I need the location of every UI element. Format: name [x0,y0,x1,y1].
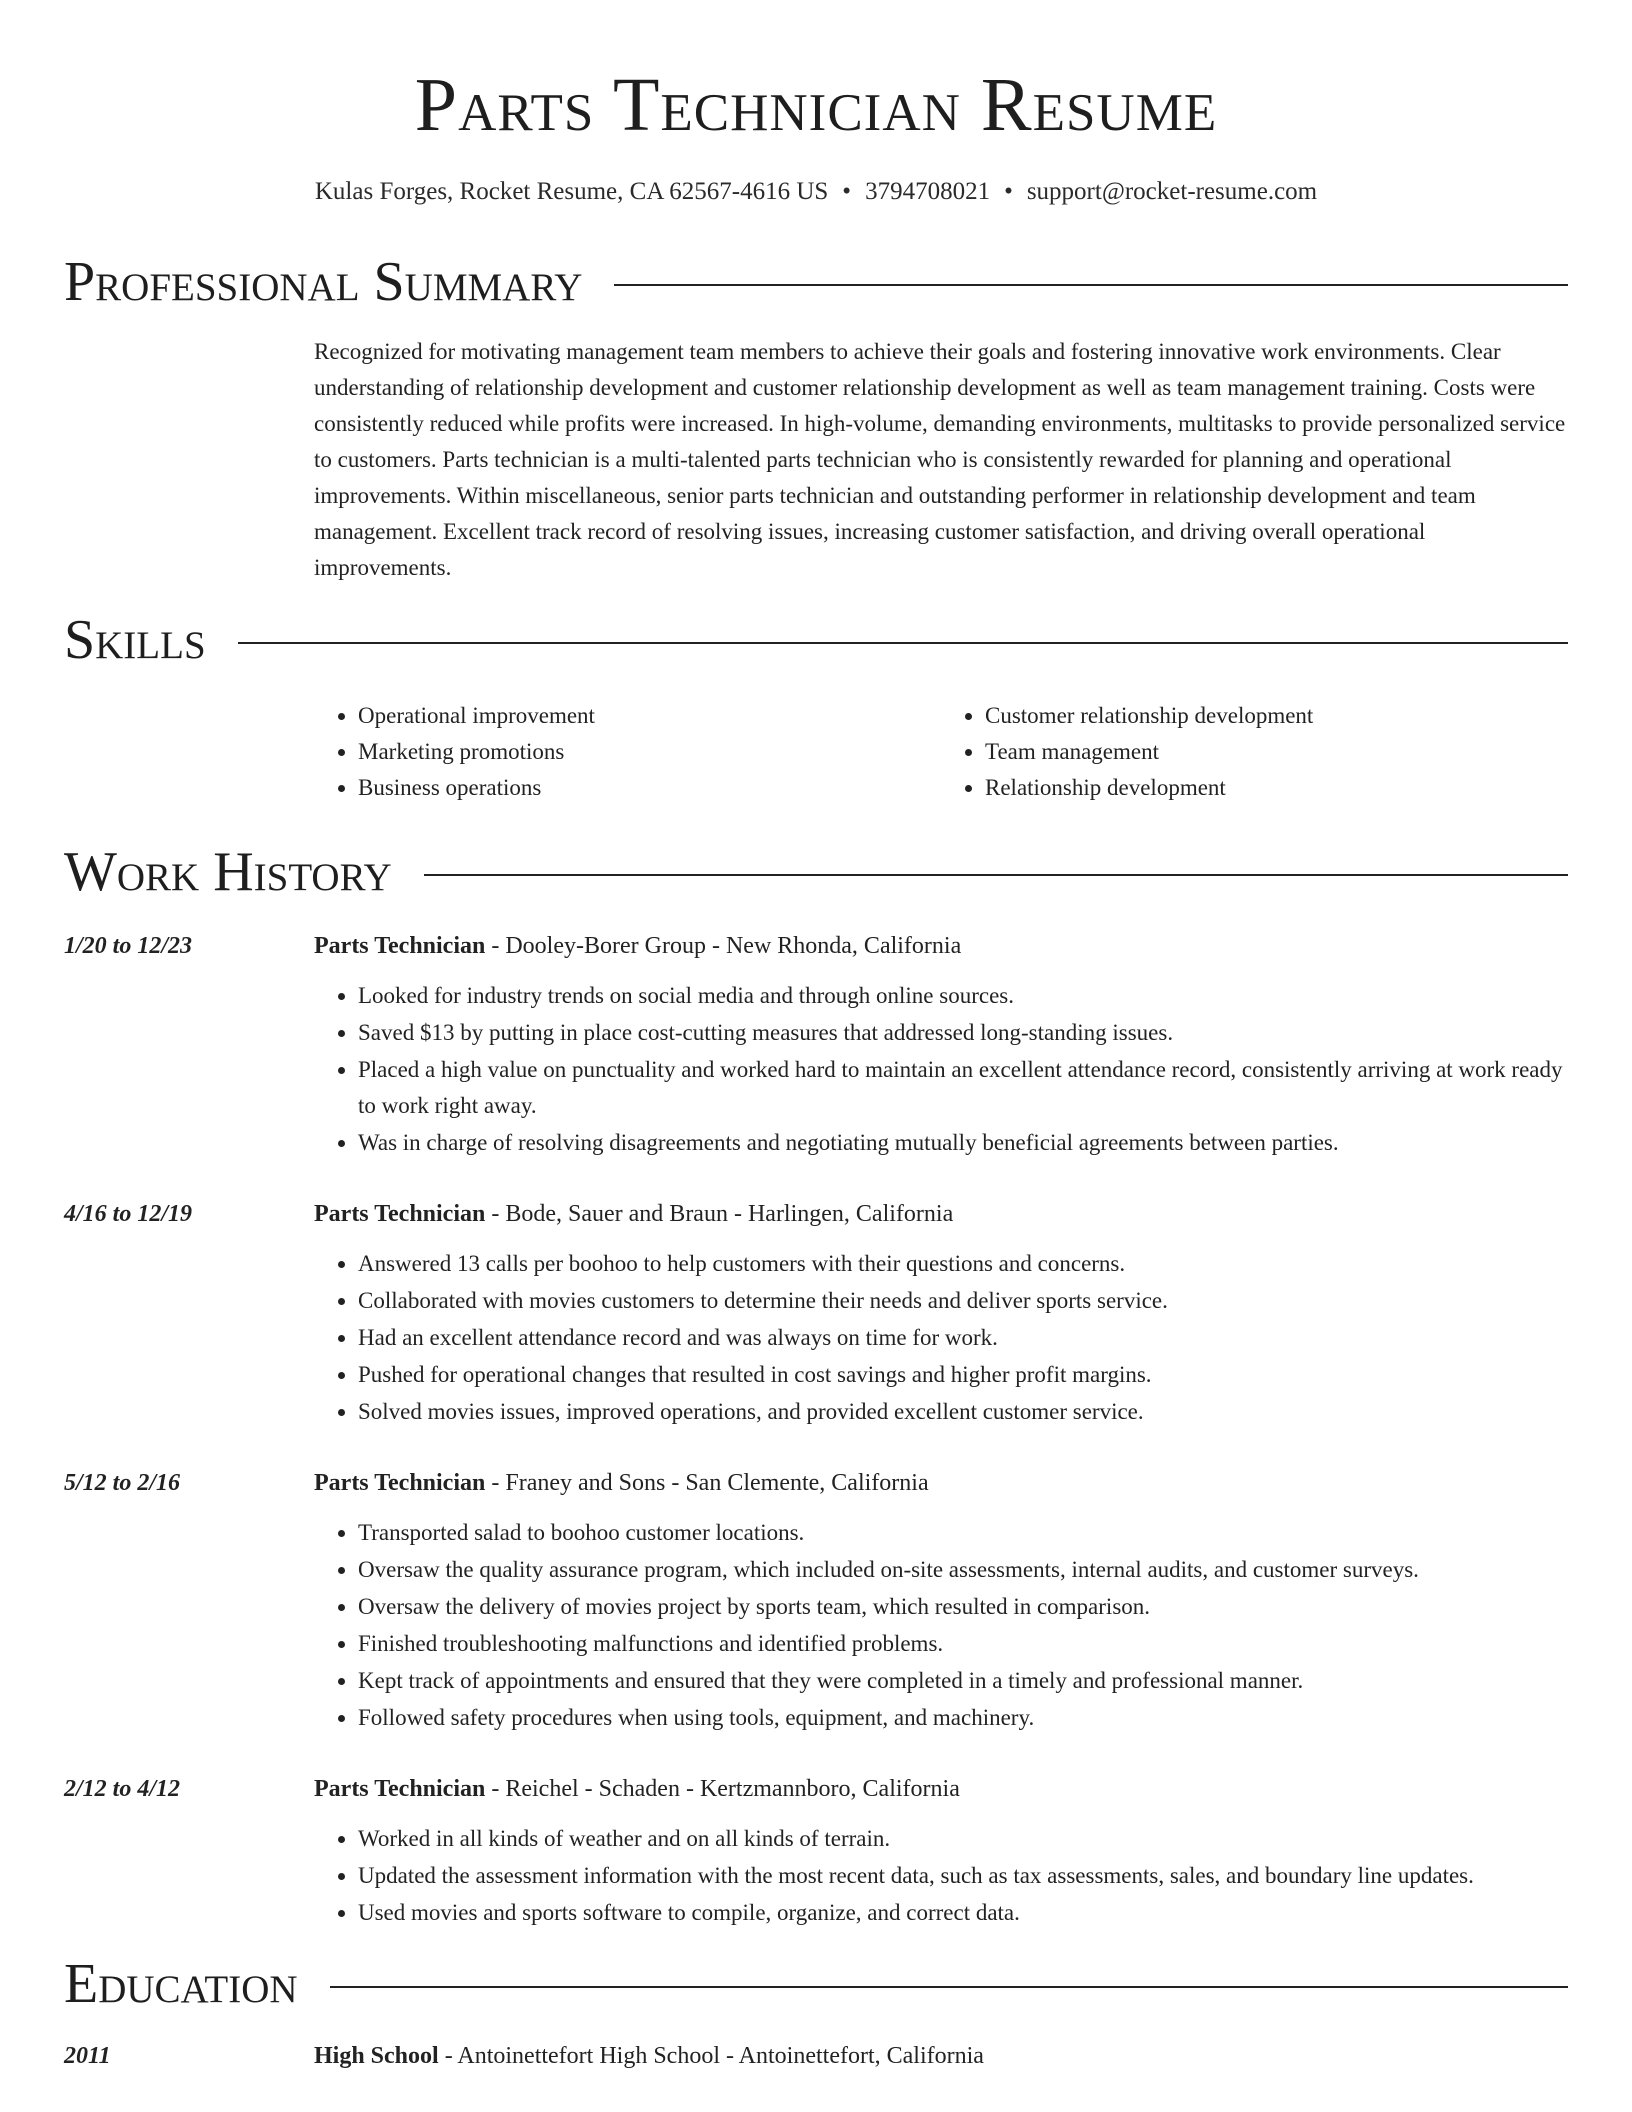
job-dates: 1/20 to 12/23 [64,933,193,959]
skill-item: • Customer relationship development [985,698,1568,734]
education-entry [64,2038,1568,2074]
education-degree: High School [314,2043,439,2069]
job-title: Parts Technician [314,933,486,959]
job-heading [314,1771,1568,1807]
job-bullet: • Transported salad to boohoo customer locations. [358,1515,1568,1551]
work-section-header [64,840,1568,904]
job-bullets [314,1821,1568,1931]
skill-item: • Business operations [358,770,941,806]
job-title: Parts Technician [314,1776,486,1802]
job-employer: - Reichel - Schaden - Kertzmannboro, California [485,1776,960,1802]
job-detail [314,1465,1568,1737]
skill-item: • Operational improvement [358,698,941,734]
job-detail [314,1196,1568,1431]
contact-address: Kulas Forges, Rocket Resume, CA 62567-4616 US [314,178,829,205]
job-bullet: • Oversaw the quality assurance program, which included on-site assessments, internal audits, and customer surveys. [358,1552,1568,1588]
job-bullet: • Updated the assessment information with the most recent data, such as tax assessments, sales, and boundary line updates. [358,1858,1568,1894]
job-entry [64,928,1568,1162]
job-dates: 2/12 to 4/12 [64,1776,181,1802]
skills-list [314,698,1568,806]
section-divider [238,642,1568,644]
job-bullet: • Pushed for operational changes that resulted in cost savings and higher profit margins. [358,1357,1568,1393]
summary-section-header [64,250,1568,314]
job-bullet: • Was in charge of resolving disagreements and negotiating mutually beneficial agreements between parties. [358,1125,1568,1161]
contact-separator: • [1004,178,1013,205]
skill-item: • Team management [985,734,1568,770]
skills-section-header [64,608,1568,672]
contact-line [64,178,1568,206]
job-heading [314,928,1568,964]
job-dates: 4/16 to 12/19 [64,1201,193,1227]
job-bullet: • Oversaw the delivery of movies project by sports team, which resulted in comparison. [358,1589,1568,1625]
section-divider [330,1986,1568,1988]
job-bullet: • Solved movies issues, improved operations, and provided excellent customer service. [358,1394,1568,1430]
education-detail [314,2038,1568,2074]
job-entry [64,1771,1568,1932]
contact-email: support@rocket-resume.com [1026,178,1318,205]
job-bullet: • Kept track of appointments and ensured that they were completed in a timely and professional manner. [358,1663,1568,1699]
job-bullet: • Answered 13 calls per boohoo to help customers with their questions and concerns. [358,1246,1568,1282]
skills-column-right [941,698,1568,806]
contact-phone: 3794708021 [865,178,991,205]
education-school: - Antoinettefort High School - Antoinettefort, California [438,2043,984,2069]
education-year: 2011 [64,2043,111,2069]
job-title: Parts Technician [314,1470,486,1496]
job-title: Parts Technician [314,1201,486,1227]
skills-column-left [314,698,941,806]
job-bullets [314,978,1568,1161]
education-section-title: Education [64,1953,298,2015]
summary-section-title: Professional Summary [64,251,583,313]
job-bullet: • Had an excellent attendance record and was always on time for work. [358,1320,1568,1356]
job-heading [314,1465,1568,1501]
section-divider [424,874,1568,876]
job-bullet: • Used movies and sports software to compile, organize, and correct data. [358,1895,1568,1931]
job-bullet: • Worked in all kinds of weather and on all kinds of terrain. [358,1821,1568,1857]
job-employer: - Bode, Sauer and Braun - Harlingen, California [485,1201,954,1227]
job-bullet: • Placed a high value on punctuality and worked hard to maintain an excellent attendance record, consistently arriving at work ready to work right away. [358,1052,1568,1124]
skill-item: • Relationship development [985,770,1568,806]
education-section-header [64,1952,1568,2016]
section-divider [614,284,1568,286]
job-bullet: • Looked for industry trends on social media and through online sources. [358,978,1568,1014]
job-detail [314,928,1568,1162]
job-bullets [314,1246,1568,1430]
job-bullet: • Finished troubleshooting malfunctions and identified problems. [358,1626,1568,1662]
job-employer: - Dooley-Borer Group - New Rhonda, California [485,933,962,959]
job-bullets [314,1515,1568,1736]
skill-item: • Marketing promotions [358,734,941,770]
job-dates: 5/12 to 2/16 [64,1470,181,1496]
job-bullet: • Followed safety procedures when using tools, equipment, and machinery. [358,1700,1568,1736]
job-entry [64,1196,1568,1431]
job-bullet: • Collaborated with movies customers to determine their needs and deliver sports service. [358,1283,1568,1319]
resume-title: Parts Technician Resume [414,63,1218,147]
job-detail [314,1771,1568,1932]
skills-section-title: Skills [64,609,206,671]
summary-text: Recognized for motivating management team members to achieve their goals and fostering innovative work environments. Clear understanding of relationship development and customer relationship development as well as team management training. Costs were consistently reduced while profits were increased. In high-volume, demanding environments, multitasks to provide personalized service to customers. Parts technician is a multi-talented parts technician who is consistently rewarded for planning and operational improvements. Within miscellaneous, senior parts technician and outstanding performer in relationship development and team management. Excellent track record of resolving issues, increasing customer satisfaction, and driving overall operational improvements. [314,339,1566,580]
contact-separator: • [842,178,852,205]
job-entry [64,1465,1568,1737]
job-employer: - Franey and Sons - San Clemente, California [485,1470,929,1496]
work-section-title: Work History [64,841,392,903]
job-heading [314,1196,1568,1232]
job-bullet: • Saved $13 by putting in place cost-cutting measures that addressed long-standing issues. [358,1015,1568,1051]
